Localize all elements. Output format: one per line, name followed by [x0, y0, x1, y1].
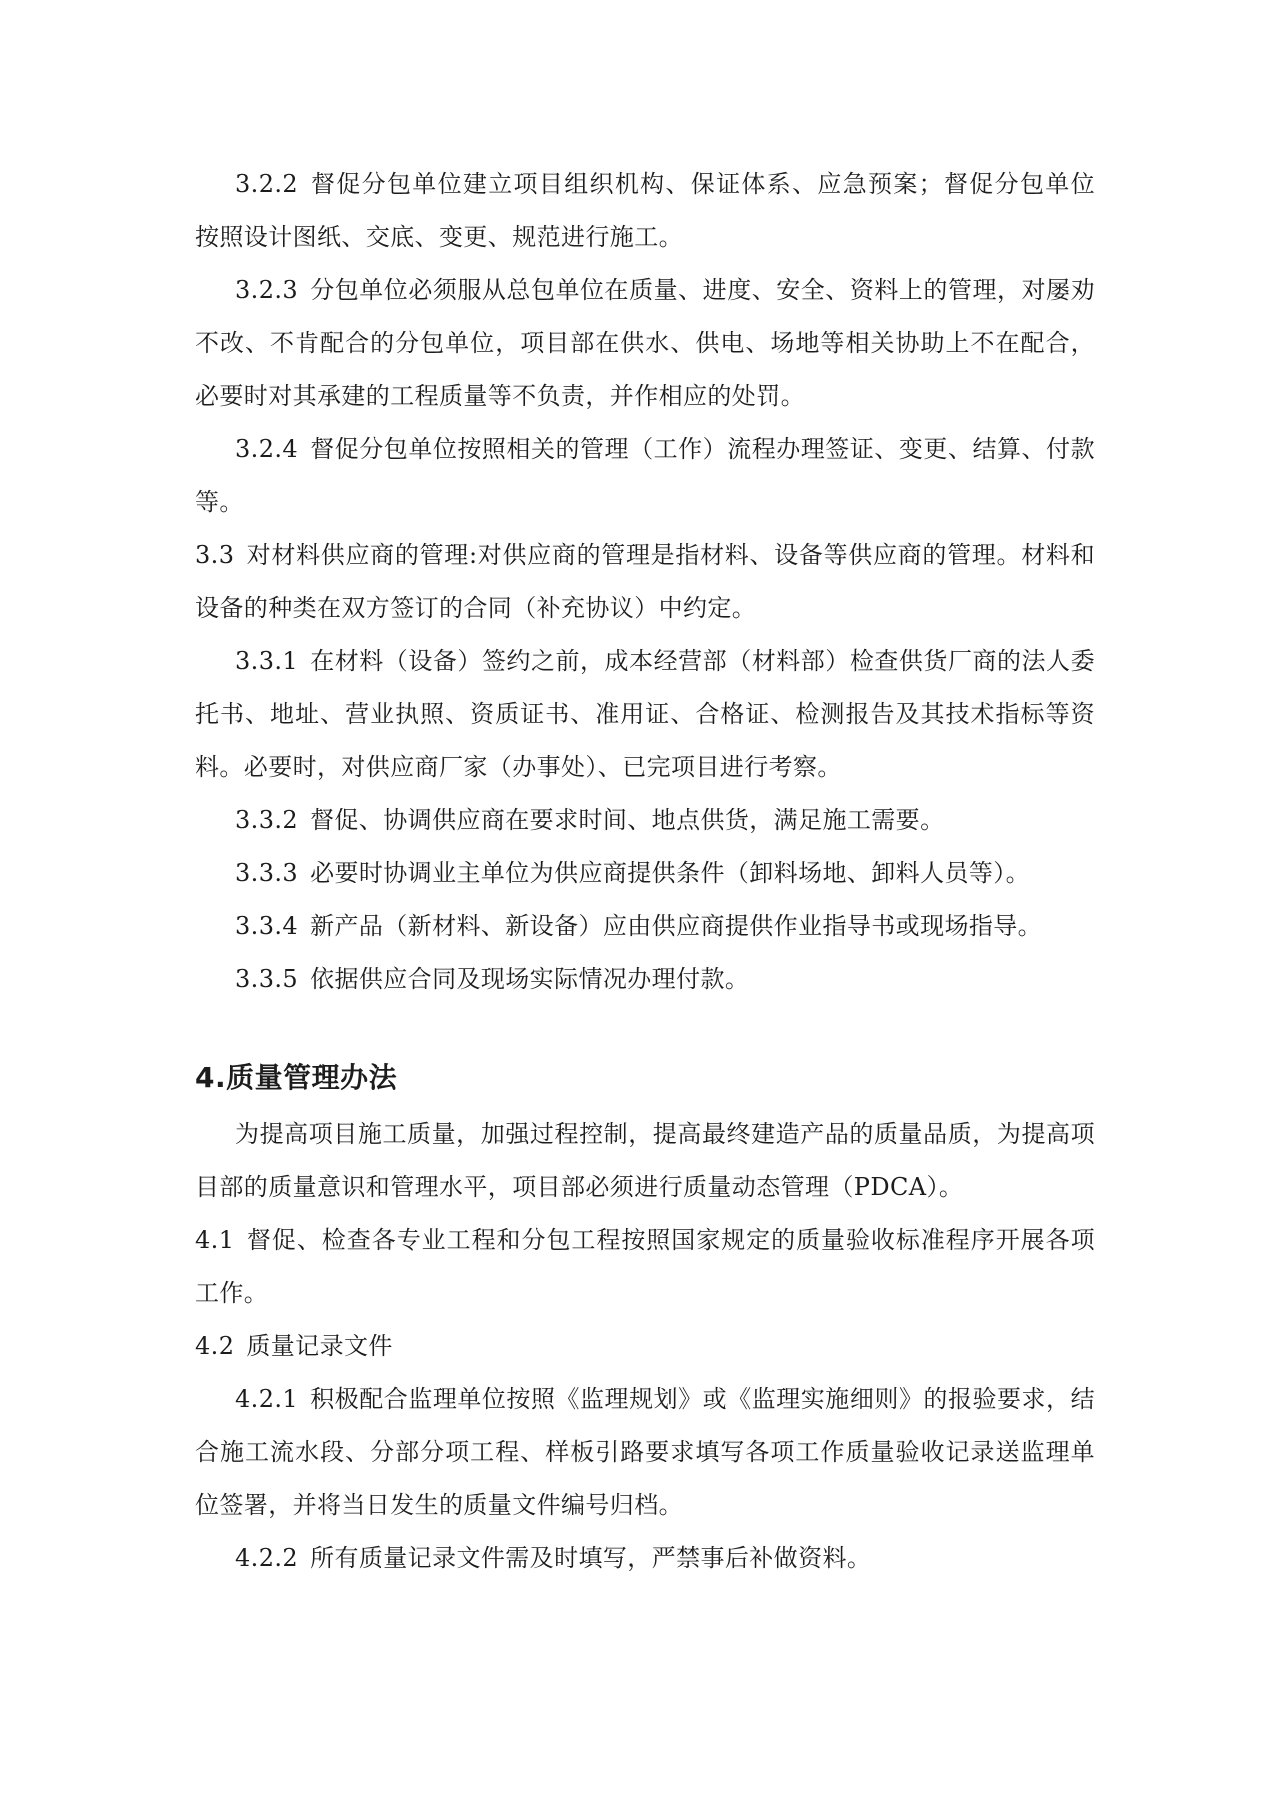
clause-text: 依据供应合同及现场实际情况办理付款。 — [310, 965, 750, 993]
clause-text: 积极配合监理单位按照《监理规划》或《监理实施细则》的报验要求，结合施工流水段、分部分项工程、样板引路要求填写各项工作质量验收记录送监理单位签署，并将当日发生的质量文件编号归档。 — [195, 1385, 1095, 1519]
clause-number: 3.3.4 — [235, 912, 299, 940]
paragraph-3-2-2 — [195, 158, 1120, 264]
clause-text: 必要时协调业主单位为供应商提供条件（卸料场地、卸料人员等）。 — [310, 859, 1031, 887]
paragraph-3-2-3 — [195, 264, 1095, 423]
clause-text: 对材料供应商的管理:对供应商的管理是指材料、设备等供应商的管理。材料和设备的种类在双方签订的合同（补充协议）中约定。 — [195, 541, 1095, 622]
clause-text: 新产品（新材料、新设备）应由供应商提供作业指导书或现场指导。 — [310, 912, 1043, 940]
clause-number: 4.2.2 — [235, 1544, 299, 1572]
section-4-heading: 4.质量管理办法 — [195, 1061, 398, 1094]
paragraph-3-3 — [195, 529, 1095, 635]
paragraph-4-2 — [195, 1320, 1095, 1373]
clause-text: 督促分包单位建立项目组织机构、保证体系、应急预案；督促分包单位 按照设计图纸、交底、变更、规范进行施工。 — [195, 170, 1120, 251]
paragraph-3-3-4 — [195, 900, 1095, 953]
clause-text: 所有质量记录文件需及时填写，严禁事后补做资料。 — [310, 1544, 872, 1572]
section-4-intro: 为提高项目施工质量，加强过程控制，提高最终建造产品的质量品质，为提高项目部的质量意识和管理水平，项目部必须进行质量动态管理（PDCA）。 — [195, 1120, 1095, 1201]
paragraph-4-1 — [195, 1214, 1095, 1320]
clause-text: 督促、协调供应商在要求时间、地点供货，满足施工需要。 — [310, 806, 945, 834]
clause-number: 3.3 — [195, 541, 235, 569]
paragraph-3-3-2 — [195, 794, 1095, 847]
paragraph-4-2-1 — [195, 1373, 1095, 1532]
clause-number: 4.2.1 — [235, 1385, 299, 1413]
clause-text: 督促分包单位按照相关的管理（工作）流程办理签证、变更、结算、付款等。 — [195, 435, 1095, 516]
clause-number: 3.3.2 — [235, 806, 299, 834]
clause-number: 4.2 — [195, 1332, 235, 1360]
clause-number: 3.2.4 — [235, 435, 299, 463]
paragraph-3-2-4 — [195, 423, 1095, 529]
clause-text: 分包单位必须服从总包单位在质量、进度、安全、资料上的管理，对屡劝不改、不肯配合的分包单位，项目部在供水、供电、场地等相关协助上不在配合，必要时对其承建的工程质量等不负责，并作相应的处罚。 — [195, 276, 1095, 410]
clause-number: 3.3.1 — [235, 647, 299, 675]
paragraph-4-2-2 — [195, 1532, 1095, 1585]
clause-text: 督促、检查各专业工程和分包工程按照国家规定的质量验收标准程序开展各项工作。 — [195, 1226, 1095, 1307]
clause-text: 质量记录文件 — [246, 1332, 393, 1360]
clause-number: 3.3.5 — [235, 965, 299, 993]
paragraph-3-3-5 — [195, 953, 1095, 1006]
clause-number: 4.1 — [195, 1226, 235, 1254]
clause-number: 3.2.3 — [235, 276, 299, 304]
paragraph-3-3-3 — [195, 847, 1095, 900]
document-body — [195, 158, 1120, 1585]
clause-number: 3.3.3 — [235, 859, 299, 887]
paragraph-3-3-1 — [195, 635, 1095, 794]
clause-number: 3.2.2 — [235, 170, 299, 198]
clause-text: 在材料（设备）签约之前，成本经营部（材料部）检查供货厂商的法人委托书、地址、营业执照、资质证书、准用证、合格证、检测报告及其技术指标等资料。必要时，对供应商厂家（办事处）、已完项目进行考察。 — [195, 647, 1095, 781]
